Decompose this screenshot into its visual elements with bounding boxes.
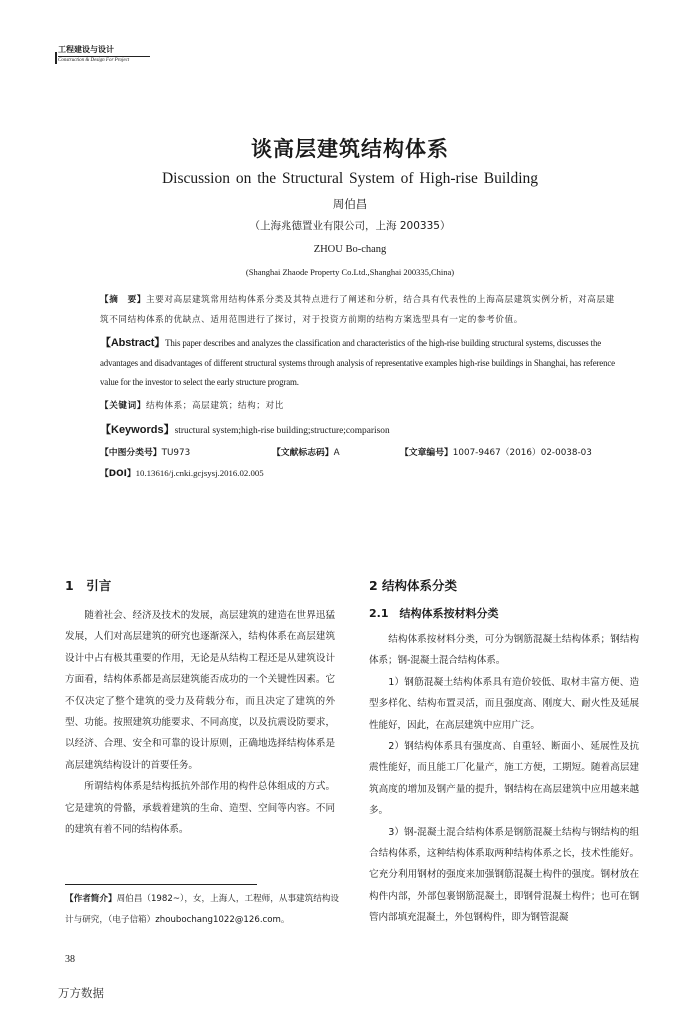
abstract-cn-label: 【摘 要】 — [100, 295, 146, 305]
document-code: 【文献标志码】A — [272, 448, 340, 458]
footnote-label: 【作者简介】 — [65, 894, 117, 904]
body-paragraph: 随着社会、经济及技术的发展，高层建筑的建造在世界迅猛发展，人们对高层建筑的研究也逐渐深入，结构体系在高层建筑设计中占有极其重要的作用，无论是从结构工程还是从建筑设计方面看，结构体系都是高层建筑能否成功的一个关键性因素。它不仅决定了整个建筑的受力及荷载分布，而且决定了建筑的外型、功能。按照建筑功能要求、不同高度，以及抗震设防要求，以经济、合理、安全和可靠的设计原则，正确地选择结构体系是高层建筑结构设计的首要任务。 — [65, 610, 335, 771]
abstract-cn-text: 主要对高层建筑常用结构体系分类及其特点进行了阐述和分析，结合具有代表性的上海高层建筑实例分析，对高层建筑不同结构体系的优缺点、适用范围进行了探讨，对于投资方前期的结构方案选型具有一定的参考价值。 — [100, 295, 615, 325]
paper-title: 谈高层建筑结构体系 — [251, 137, 449, 161]
subsection-heading-material: 2.1 结构体系按材料分类 — [369, 607, 499, 620]
body-paragraph: 2）钢结构体系具有强度高、自重轻、断面小、延展性及抗震性能好，而且能工厂化量产，施工方便，工期短。随着高层建筑高度的增加及钢产量的提升，钢结构在高层建筑中应用越来越多。 — [369, 741, 639, 817]
keywords-en-label: 【Keywords】 — [100, 424, 175, 436]
section-heading-classification: 2 结构体系分类 — [369, 578, 458, 593]
abstract-en-label: 【Abstract】 — [100, 337, 166, 349]
body-paragraph: 所谓结构体系是结构抵抗外部作用的构件总体组成的方式。它是建筑的骨骼，承载着建筑的生命、造型、空间等内容。不同的建筑有着不同的结构体系。 — [65, 781, 335, 836]
clc-number: 【中图分类号】TU973 — [100, 448, 191, 458]
keywords-cn — [100, 396, 620, 416]
doi-value: 10.13616/j.cnki.gcjsysj.2016.02.005 — [135, 468, 264, 478]
paper-title-en: Discussion on the Structural System of High-rise Building — [161, 170, 539, 187]
keywords-en — [100, 420, 620, 441]
body-paragraph: 1）钢筋混凝土结构体系具有造价较低、取材丰富方便、造型多样化、结构布置灵活，而且强度高、刚度大、耐火性及延展性能好，因此，在高层建筑中应用广泛。 — [369, 676, 639, 731]
right-column — [369, 577, 639, 929]
article-number: 【文章编号】1007-9467（2016）02-0038-03 — [400, 448, 592, 458]
classification-line — [100, 443, 620, 463]
database-watermark: 万方数据 — [58, 986, 104, 1000]
author-name-en: ZHOU Bo-chang — [313, 244, 387, 255]
body-paragraph: 3）钢-混凝土混合结构体系是钢筋混凝土结构与钢结构的组合结构体系，这种结构体系取两种结构体系之长，技术性能好。它充分利用钢材的强度来加强钢筋混凝土构件的强度。钢材放在构件内部，外部包裹钢筋混凝土，即钢骨混凝土构件；也可在钢管内部填充混凝土，外包钢构件，即为钢管混凝 — [369, 826, 639, 924]
keywords-cn-label: 【关键词】 — [100, 401, 146, 411]
abstract-en-text: This paper describes and analyzes the classification and characteristics of the high-rise building structural systems, discusses the advantages and disadvantages of different structural systems through analysis of representative examples high-rise buildings in Shanghai, has reference value for the investor to select the early structure program. — [100, 338, 615, 387]
footnote-text: 周伯昌（1982~），女，上海人，工程师，从事建筑结构设计与研究，（电子信箱）zhoubochang1022@126.com。 — [65, 894, 340, 925]
body-paragraph: 结构体系按材料分类，可分为钢筋混凝土结构体系；钢结构体系；钢-混凝土混合结构体系。 — [369, 634, 639, 667]
left-column — [65, 577, 335, 840]
affiliation-cn: （上海兆德置业有限公司，上海 200335） — [249, 220, 451, 232]
page-number: 38 — [65, 954, 75, 965]
journal-name-cn: 工程建设与设计 — [58, 45, 114, 54]
journal-masthead — [58, 44, 150, 65]
section-heading-introduction: 1 引言 — [65, 578, 112, 593]
keywords-en-text: structural system;high-rise building;structure;comparison — [174, 426, 390, 436]
masthead-bar — [55, 52, 57, 64]
keywords-cn-text: 结构体系；高层建筑；结构；对比 — [145, 401, 284, 411]
doi-label: 【DOI】 — [100, 469, 136, 479]
doi-line — [100, 463, 620, 484]
affiliation-en: (Shanghai Zhaode Property Co.Ltd.,Shanghai 200335,China) — [245, 267, 455, 277]
abstract-en — [100, 334, 620, 393]
author-footnote — [65, 889, 340, 931]
footnote-rule — [65, 884, 257, 885]
abstract-cn — [100, 290, 620, 330]
author-name-cn: 周伯昌 — [332, 197, 368, 211]
journal-name-en: Construction & Design For Project — [58, 58, 130, 63]
